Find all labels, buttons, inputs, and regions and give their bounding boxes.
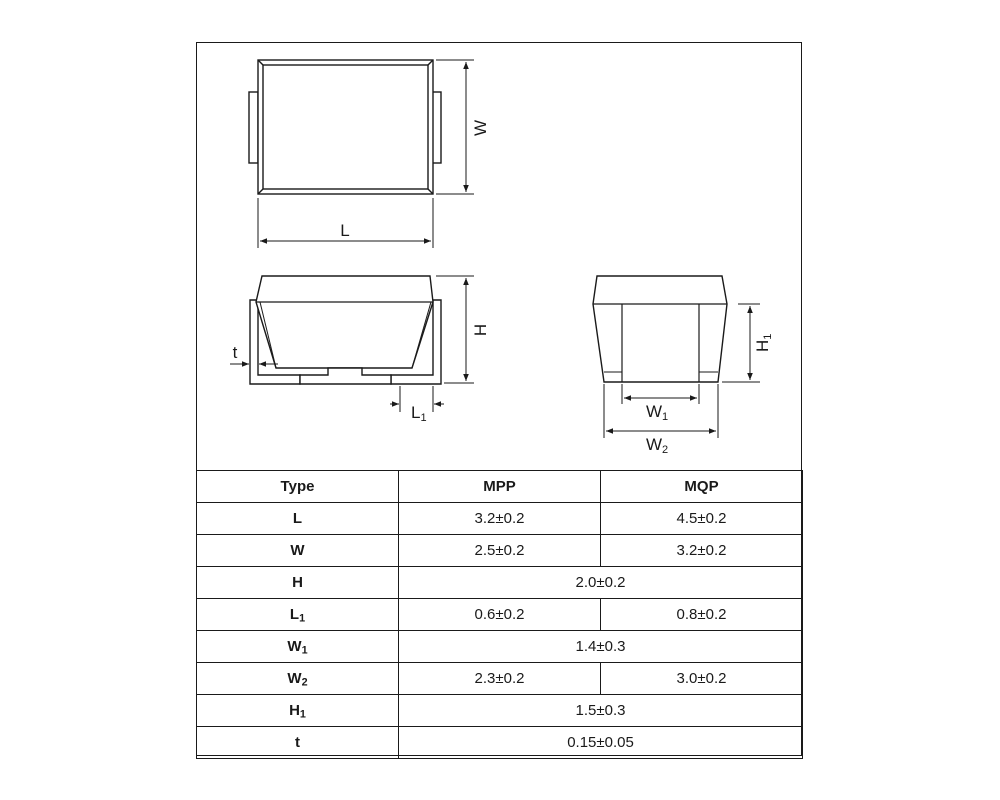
cell-mqp: 4.5±0.2 — [601, 503, 803, 535]
label-w: W — [471, 119, 490, 137]
row-param: t — [197, 727, 399, 759]
cell-mpp: 2.3±0.2 — [399, 663, 601, 695]
cell-mqp: 0.8±0.2 — [601, 599, 803, 631]
cell-mpp: 2.5±0.2 — [399, 535, 601, 567]
row-param: $H_1$ — [197, 695, 399, 727]
cell-both: 1.5±0.3 — [399, 695, 803, 727]
table-row — [197, 695, 803, 727]
table-row — [197, 535, 803, 567]
row-param: $W_1$ — [197, 631, 399, 663]
label-w2: W2 — [646, 435, 669, 456]
table-row — [197, 663, 803, 695]
side-view-body — [256, 276, 433, 368]
header-type: Type — [197, 471, 399, 503]
cell-both: 2.0±0.2 — [399, 567, 803, 599]
cell-both: 0.15±0.05 — [399, 727, 803, 759]
top-view-body-outer — [258, 60, 433, 194]
cell-mqp: 3.2±0.2 — [601, 535, 803, 567]
table-row — [197, 599, 803, 631]
top-view — [249, 60, 474, 248]
label-h: H — [471, 323, 490, 337]
header-mpp: MPP — [399, 471, 601, 503]
label-t: t — [232, 343, 238, 362]
table-row — [197, 631, 803, 663]
row-param: L — [197, 503, 399, 535]
row-param: $W_2$ — [197, 663, 399, 695]
end-view — [593, 276, 727, 382]
label-l: L — [340, 221, 350, 240]
table-header-row — [197, 471, 803, 503]
row-param: W — [197, 535, 399, 567]
side-view — [250, 276, 441, 384]
header-mqp: MQP — [601, 471, 803, 503]
cell-both: 1.4±0.3 — [399, 631, 803, 663]
top-view-tab-left — [249, 92, 258, 163]
cell-mpp: 3.2±0.2 — [399, 503, 601, 535]
label-l1: L1 — [411, 403, 427, 424]
row-param: $L_1$ — [197, 599, 399, 631]
table-row — [197, 727, 803, 759]
cell-mpp: 0.6±0.2 — [399, 599, 601, 631]
row-param: H — [197, 567, 399, 599]
label-w1: W1 — [646, 402, 669, 423]
end-view-body — [593, 276, 727, 382]
dimension-table — [196, 470, 803, 759]
cell-mqp: 3.0±0.2 — [601, 663, 803, 695]
table-row — [197, 503, 803, 535]
table-row — [197, 567, 803, 599]
label-h1: H1 — [753, 333, 774, 352]
